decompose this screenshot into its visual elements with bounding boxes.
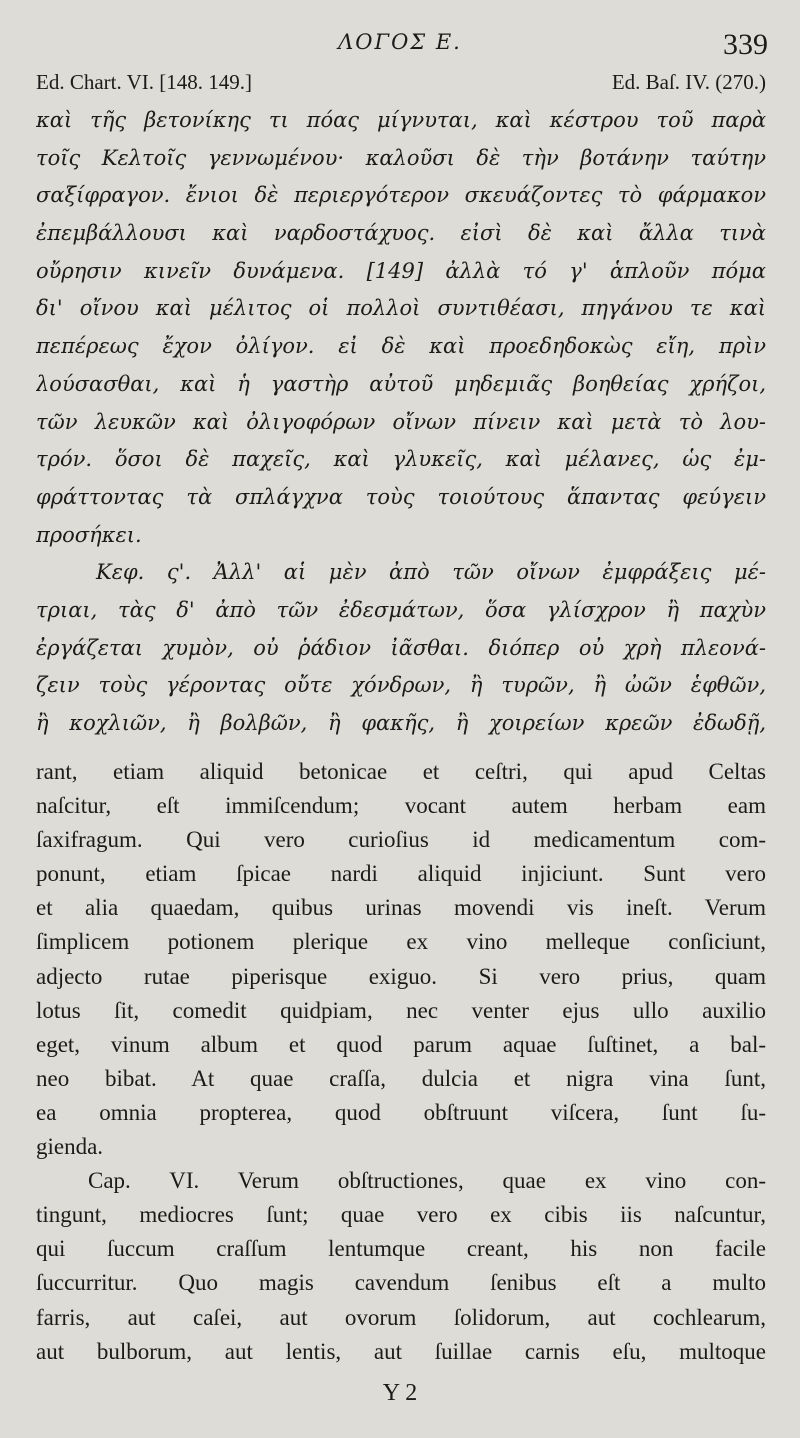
latin-line: lotus ſit, comedit quidpiam, nec venter ejus ullo auxilio (36, 997, 766, 1023)
latin-line: tingunt, mediocres ſunt; quae vero ex cibis iis naſcuntur, (36, 1202, 766, 1228)
latin-line: adjecto rutae piperisque exiguo. Si vero prius, quam (36, 963, 766, 989)
latin-line: eget, vinum album et quod parum aquae ſuſtinet, a bal- (36, 1031, 766, 1057)
greek-line: πεπέρεως ἔχον ὀλίγον. εἰ δὲ καὶ προεδηδοκὼς εἴη, πρὶν (36, 334, 766, 359)
latin-line: ſuccurritur. Quo magis cavendum ſenibus eſt a multo (36, 1270, 766, 1296)
latin-line: et alia quaedam, quibus urinas movendi vis ineſt. Verum (36, 895, 766, 921)
running-title: ΛΟΓΟΣ Ε. (338, 30, 462, 54)
edition-reference-line (36, 70, 766, 95)
latin-line: ponunt, etiam ſpicae nardi aliquid injiciunt. Sunt vero (36, 861, 766, 887)
latin-line: ſimplicem potionem plerique ex vino melleque conſiciunt, (36, 929, 766, 955)
latin-line: ea omnia propterea, quod obſtruunt viſcera, ſunt ſu- (36, 1099, 766, 1125)
latin-line: neo bibat. At quae craſſa, dulcia et nigra vina ſunt, (36, 1065, 766, 1091)
latin-line: aut bulborum, aut lentis, aut ſuillae carnis eſu, multoque (36, 1338, 766, 1364)
latin-line: naſcitur, eſt immiſcendum; vocant autem herbam eam (36, 793, 766, 819)
greek-line: Κεφ. ς'. Ἀλλ' αἱ μὲν ἀπὸ τῶν οἴνων ἐμφράξεις μέ- (96, 560, 766, 585)
greek-line: τῶν λευκῶν καὶ ὀλιγοφόρων οἴνων πίνειν καὶ μετὰ τὸ λου- (36, 409, 766, 434)
greek-text-block (36, 102, 766, 743)
greek-line: οὔρησιν κινεῖν δυνάμενα. [149] ἀλλὰ τό γ' ἁπλοῦν πόμα (36, 258, 766, 283)
latin-line: Cap. VI. Verum obſtructiones, quae ex vino con- (88, 1168, 766, 1194)
latin-line: farris, aut caſei, aut ovorum ſolidorum, aut cochlearum, (36, 1304, 766, 1330)
latin-line: ſaxifragum. Qui vero curioſius id medicamentum com- (36, 827, 766, 853)
page-number: 339 (723, 28, 768, 61)
latin-line: rant, etiam aliquid betonicae et ceſtri, qui apud Celtas (36, 759, 766, 784)
edition-basel-ref: Ed. Baſ. IV. (270.) (611, 70, 766, 94)
greek-line: προσήκει. (36, 522, 142, 547)
greek-line: τρόν. ὅσοι δὲ παχεῖς, καὶ γλυκεῖς, καὶ μέλανες, ὡς ἐμ- (36, 447, 766, 472)
latin-line: gienda. (36, 1134, 104, 1160)
greek-line: λούσασθαι, καὶ ἡ γαστὴρ αὐτοῦ μηδεμιᾶς βοηθείας χρήζοι, (36, 371, 766, 396)
greek-line: τριαι, τὰς δ' ἀπὸ τῶν ἐδεσμάτων, ὅσα γλίσχρον ἢ παχὺν (36, 597, 766, 622)
greek-line: ἢ κοχλιῶν, ἢ βολβῶν, ἢ φακῆς, ἢ χοιρείων κρεῶν ἐδωδῇ, (36, 711, 766, 735)
greek-line: δι' οἴνου καὶ μέλιτος οἱ πολλοὶ συντιθέασι, πηγάνου τε καὶ (36, 296, 766, 321)
latin-line: qui ſuccum craſſum lentumque creant, his non facile (36, 1236, 766, 1262)
greek-line: φράττοντας τὰ σπλάγχνα τοὺς τοιούτους ἅπαντας φεύγειν (36, 484, 766, 509)
edition-chart-ref: Ed. Chart. VI. [148. 149.] (36, 70, 252, 94)
greek-line: ζειν τοὺς γέροντας οὔτε χόνδρων, ἢ τυρῶν, ἢ ὠῶν ἑφθῶν, (36, 673, 766, 698)
greek-line: σαξίφραγον. ἔνιοι δὲ περιεργότερον σκευάζοντες τὸ φάρμακον (36, 183, 766, 208)
signature-mark: Y 2 (382, 1380, 418, 1406)
greek-line: τοῖς Κελτοῖς γεννωμένου· καλοῦσι δὲ τὴν βοτάνην ταύτην (36, 145, 766, 170)
greek-line: καὶ τῆς βετονίκης τι πόας μίγνυται, καὶ κέστρου τοῦ παρὰ (36, 108, 766, 132)
greek-line: ἐπεμβάλλουσι καὶ ναρδοστάχυος. εἰσὶ δὲ καὶ ἄλλα τινὰ (36, 221, 766, 246)
latin-text-block (36, 755, 766, 1369)
greek-line: ἐργάζεται χυμὸν, οὐ ῥάδιον ἰᾶσθαι. διόπερ οὐ χρὴ πλεονά- (36, 635, 766, 660)
